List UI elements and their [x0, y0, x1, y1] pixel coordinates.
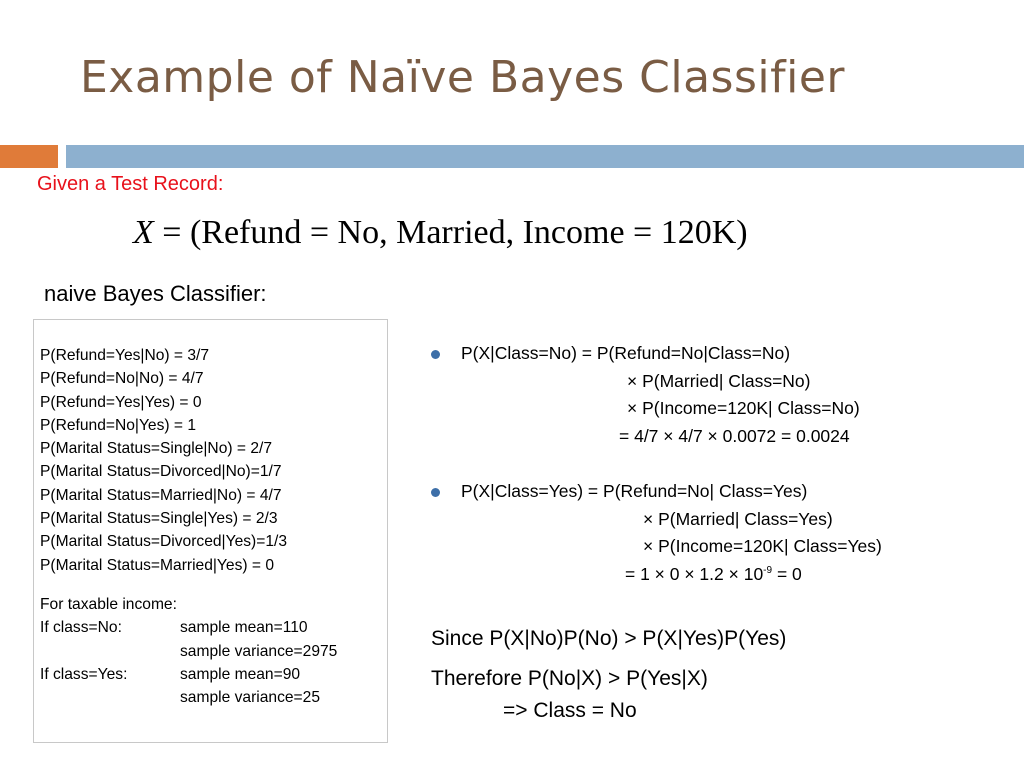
calc-no-line-1: P(X|Class=No) = P(Refund=No|Class=No) — [461, 343, 791, 363]
calc-yes-line-3: × P(Income=120K| Class=Yes) — [643, 536, 882, 557]
income-yes-variance-row — [40, 686, 387, 709]
probability-line: P(Marital Status=Single|No) = 2/7 — [40, 440, 273, 458]
bullet-icon — [431, 350, 440, 359]
given-label: Given a Test Record: — [37, 173, 224, 195]
probability-line: P(Marital Status=Married|Yes) = 0 — [40, 556, 275, 574]
accent-bar-orange — [0, 145, 58, 168]
calc-yes-row-1 — [431, 478, 807, 506]
income-yes-mean: sample mean=90 — [180, 665, 301, 683]
probability-line: P(Refund=Yes|No) = 3/7 — [40, 347, 210, 364]
probability-line: P(Refund=No|No) = 4/7 — [40, 370, 204, 388]
income-no-mean: sample mean=110 — [180, 619, 308, 637]
income-yes-variance: sample variance=25 — [180, 689, 320, 707]
slide-title: Example of Naïve Bayes Classifier — [80, 52, 845, 103]
income-heading: For taxable income: — [40, 595, 177, 613]
bullet-icon — [431, 488, 440, 497]
exponent: -9 — [763, 564, 773, 576]
spacer — [40, 577, 387, 593]
calc-yes-line-2: × P(Married| Class=Yes) — [643, 508, 833, 529]
test-record-formula — [133, 214, 748, 252]
probability-table — [33, 319, 388, 743]
probability-line: P(Refund=Yes|Yes) = 0 — [40, 393, 202, 411]
income-yes-label: If class=Yes: — [40, 665, 128, 683]
income-no-variance-row — [40, 640, 387, 663]
calc-yes-line-1: P(X|Class=Yes) = P(Refund=No| Class=Yes) — [461, 480, 808, 501]
accent-bar-blue — [66, 145, 1024, 168]
calc-no-row-1 — [431, 340, 807, 368]
calc-yes-line-4: = $1 \times 0 \times 1.2 \times 10^{-9} = 0$ — [625, 563, 802, 584]
classifier-label: naive Bayes Classifier: — [44, 281, 267, 306]
formula-expression: = (Refund = No, Married, Income = 120K) — [162, 214, 748, 251]
income-no-row — [40, 616, 387, 639]
income-no-variance: sample variance=2975 — [180, 642, 338, 660]
probability-line: P(Marital Status=Married|No) = 4/7 — [40, 486, 282, 504]
conclusion-statement: Therefore P(No|X) > P(Yes|X) — [431, 667, 708, 690]
calc-no-line-2: × P(Married| Class=No) — [627, 370, 811, 391]
probability-line: P(Marital Status=Divorced|Yes)=1/3 — [40, 533, 288, 551]
calculation-panel — [431, 340, 882, 588]
calc-no-line-3: × P(Income=120K| Class=No) — [627, 398, 860, 419]
class-result: => Class = No — [503, 699, 637, 722]
income-yes-row — [40, 663, 387, 686]
formula-variable: X — [133, 214, 154, 251]
income-no-label: If class=No: — [40, 619, 122, 637]
probability-line: P(Marital Status=Single|Yes) = 2/3 — [40, 510, 278, 528]
calc-no-line-4: = 4/7 × 4/7 × 0.0072 = 0.0024 — [619, 425, 850, 446]
probability-line: P(Refund=No|Yes) = 1 — [40, 416, 197, 434]
probability-line: P(Marital Status=Divorced|No)=1/7 — [40, 463, 282, 481]
comparison-statement: Since P(X|No)P(No) > P(X|Yes)P(Yes) — [431, 627, 787, 650]
